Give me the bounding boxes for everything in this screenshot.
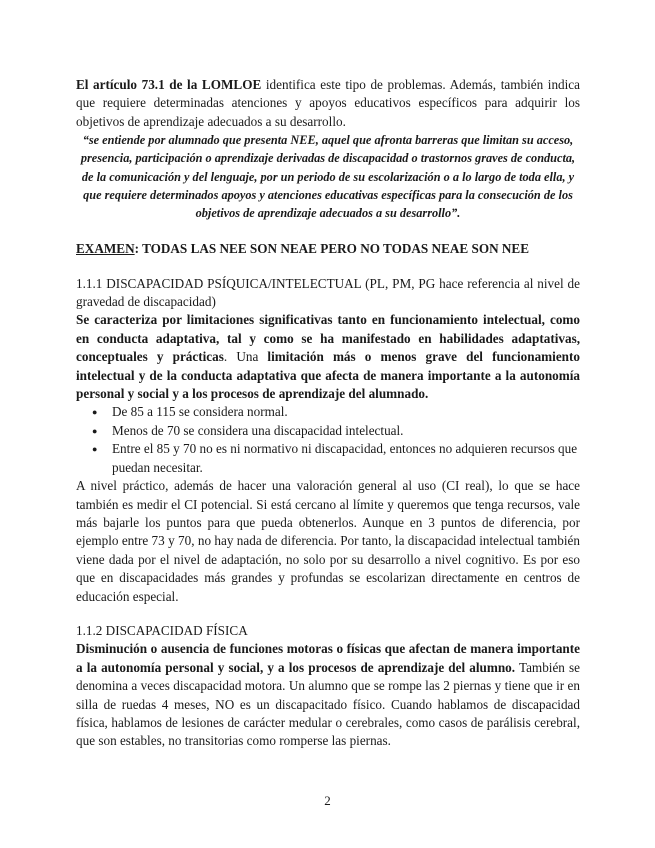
- section-1-paragraph: A nivel práctico, además de hacer una valoración general al uso (CI real), lo que se hace también es medir el CI potencial. Si está cercano al límite y queremos que tenga recursos, vale más bajarle los puntos para que pueda obtenerlos. Aunque en 3 puntos de diferencia, por ejemplo entre 73 y 70, no hay nada de diferencia. Por tanto, la discapacidad intelectual también viene dada por el nivel de adaptación, no solo por su desarrollo a nivel cognitivo. Es por eso que en discapacidades más grandes y profundas se escolarizan directamente en centros de educación especial.: [76, 478, 580, 604]
- section-1-note: (PL, PM, PG hace referencia al nivel de gravedad de discapacidad): [76, 275, 580, 310]
- section-2-paragraph: [76, 640, 580, 750]
- section-1-title: 1.1.1 DISCAPACIDAD PSÍQUICA/INTELECTUAL: [76, 275, 362, 291]
- document-page: [76, 76, 580, 751]
- intro-bold: El artículo 73.1 de la LOMLOE: [76, 77, 262, 92]
- section-2-def-bold: Disminución o ausencia de funciones motoras o físicas que afectan de manera importante a la autonomía personal y social, y a los procesos de aprendizaje del alumno.: [76, 641, 580, 675]
- exam-note: [76, 240, 580, 258]
- section-2-text: También se denomina a veces discapacidad motora. Un alumno que se rompe las 2 piernas y tiene que ir en silla de ruedas 4 meses, NO es un discapacitado físico. Cuando hablamos de discapacidad física, hablamos de lesiones de carácter medular o cerebrales, como casos de parálisis cerebral, que son estables, no transitorias como romperse las piernas.: [76, 659, 580, 749]
- section-2-heading: 1.1.2 DISCAPACIDAD FÍSICA: [76, 622, 248, 638]
- exam-label: EXAMEN: [76, 241, 135, 257]
- legal-quote: “se entiende por alumnado que presenta NEE, aquel que afronta barreras que limitan su acceso, presencia, participación o aprendizaje derivadas de discapacidad o trastornos graves de conducta, de la comunicación y del lenguaje, por un periodo de su escolarización o a lo largo de toda ella, y que requiere determinados apoyos y atenciones educativas específicas para la consecución de los objetivos de aprendizaje adecuados a su desarrollo”.: [80, 133, 576, 221]
- section-1-def-bold: Se caracteriza por limitaciones significativas tanto en funcionamiento intelectual, como en conducta adaptativa, tal y como se ha manifestado en habilidades adaptativas, conceptuales y prácticas: [76, 312, 580, 365]
- exam-text: : TODAS LAS NEE SON NEAE PERO NO TODAS NEAE SON NEE: [134, 241, 530, 257]
- list-item: ● Entre el 85 y 70 no es ni normativo ni discapacidad, entonces no adquieren recursos que puedan necesitar.: [112, 440, 580, 477]
- intro-text: identifica este tipo de problemas. Además, también indica que requiere determinadas atenciones y apoyos educativos específicos para adquirir los objetivos de aprendizaje adecuados a su desarrollo.: [76, 77, 580, 129]
- page-number: 2: [324, 793, 331, 808]
- section-1-def-bold-2: limitación más o menos grave del funcionamiento intelectual y de la conducta adaptativa que afecta de manera importante a la autonomía personal y social y a los procesos de aprendizaje del alumnado.: [76, 349, 581, 402]
- section-1-definition: [76, 311, 580, 403]
- list-item: ● Menos de 70 se considera una discapacidad intelectual.: [112, 422, 580, 440]
- intro-paragraph: [76, 76, 580, 131]
- section-1-def-mid: . Una: [223, 349, 268, 365]
- section-1-heading: [76, 275, 580, 312]
- ci-bullet-list: [76, 403, 580, 477]
- list-item: ● De 85 a 115 se considera normal.: [112, 403, 580, 421]
